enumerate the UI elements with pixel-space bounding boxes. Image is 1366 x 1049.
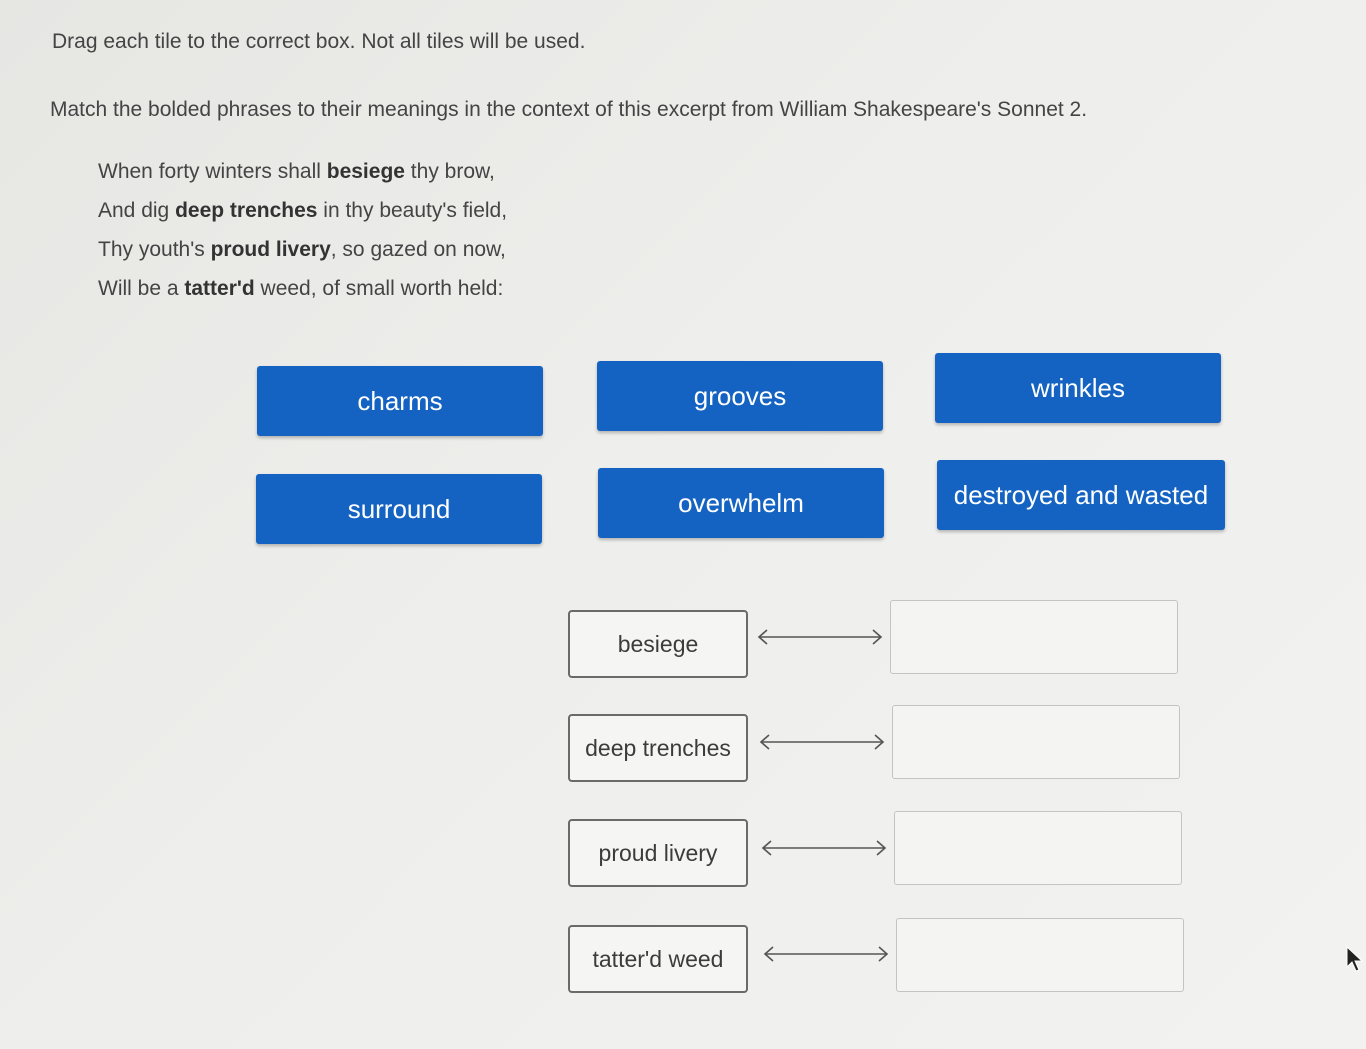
- instruction-text: Drag each tile to the correct box. Not all tiles will be used.: [52, 30, 586, 53]
- double-headed-arrow-icon: [756, 627, 884, 647]
- tile-overwhelm[interactable]: overwhelm: [598, 468, 884, 538]
- excerpt-line-3-bold: proud livery: [210, 238, 331, 261]
- excerpt-line-1-bold: besiege: [326, 160, 405, 183]
- tile-surround[interactable]: surround: [256, 474, 542, 544]
- excerpt-line-3-pre: Thy youth's: [98, 238, 211, 261]
- sonnet-excerpt: [98, 152, 507, 308]
- double-headed-arrow-icon: [760, 838, 888, 858]
- tile-wrinkles[interactable]: wrinkles: [935, 353, 1221, 423]
- excerpt-line-3-post: , so gazed on now,: [330, 238, 506, 261]
- prompt-text: Match the bolded phrases to their meanings in the context of this excerpt from William Shakespeare's Sonnet 2.: [50, 98, 1088, 121]
- tile-destroyed-and-wasted[interactable]: destroyed and wasted: [937, 460, 1225, 530]
- excerpt-line-2-bold: deep trenches: [175, 199, 318, 222]
- excerpt-line-1-post: thy brow,: [404, 160, 495, 183]
- phrase-tatterd-weed: tatter'd weed: [568, 925, 748, 993]
- excerpt-line-4-post: weed, of small worth held:: [254, 277, 504, 300]
- tile-charms[interactable]: charms: [257, 366, 543, 436]
- phrase-deep-trenches: deep trenches: [568, 714, 748, 782]
- excerpt-line-4: [98, 269, 507, 308]
- tile-grooves[interactable]: grooves: [597, 361, 883, 431]
- excerpt-line-2: [98, 191, 507, 230]
- excerpt-line-2-pre: And dig: [98, 199, 176, 222]
- drop-box-deep-trenches[interactable]: [892, 705, 1180, 779]
- excerpt-line-1-pre: When forty winters shall: [98, 160, 327, 183]
- excerpt-line-3: [98, 230, 507, 269]
- double-headed-arrow-icon: [762, 944, 890, 964]
- excerpt-line-2-post: in thy beauty's field,: [317, 199, 508, 222]
- excerpt-line-4-pre: Will be a: [98, 277, 185, 300]
- phrase-proud-livery: proud livery: [568, 819, 748, 887]
- excerpt-line-4-bold: tatter'd: [184, 277, 255, 300]
- mouse-pointer-icon: [1346, 946, 1364, 972]
- excerpt-line-1: [98, 152, 507, 191]
- double-headed-arrow-icon: [758, 732, 886, 752]
- drop-box-tatterd-weed[interactable]: [896, 918, 1184, 992]
- drop-box-proud-livery[interactable]: [894, 811, 1182, 885]
- phrase-besiege: besiege: [568, 610, 748, 678]
- drop-box-besiege[interactable]: [890, 600, 1178, 674]
